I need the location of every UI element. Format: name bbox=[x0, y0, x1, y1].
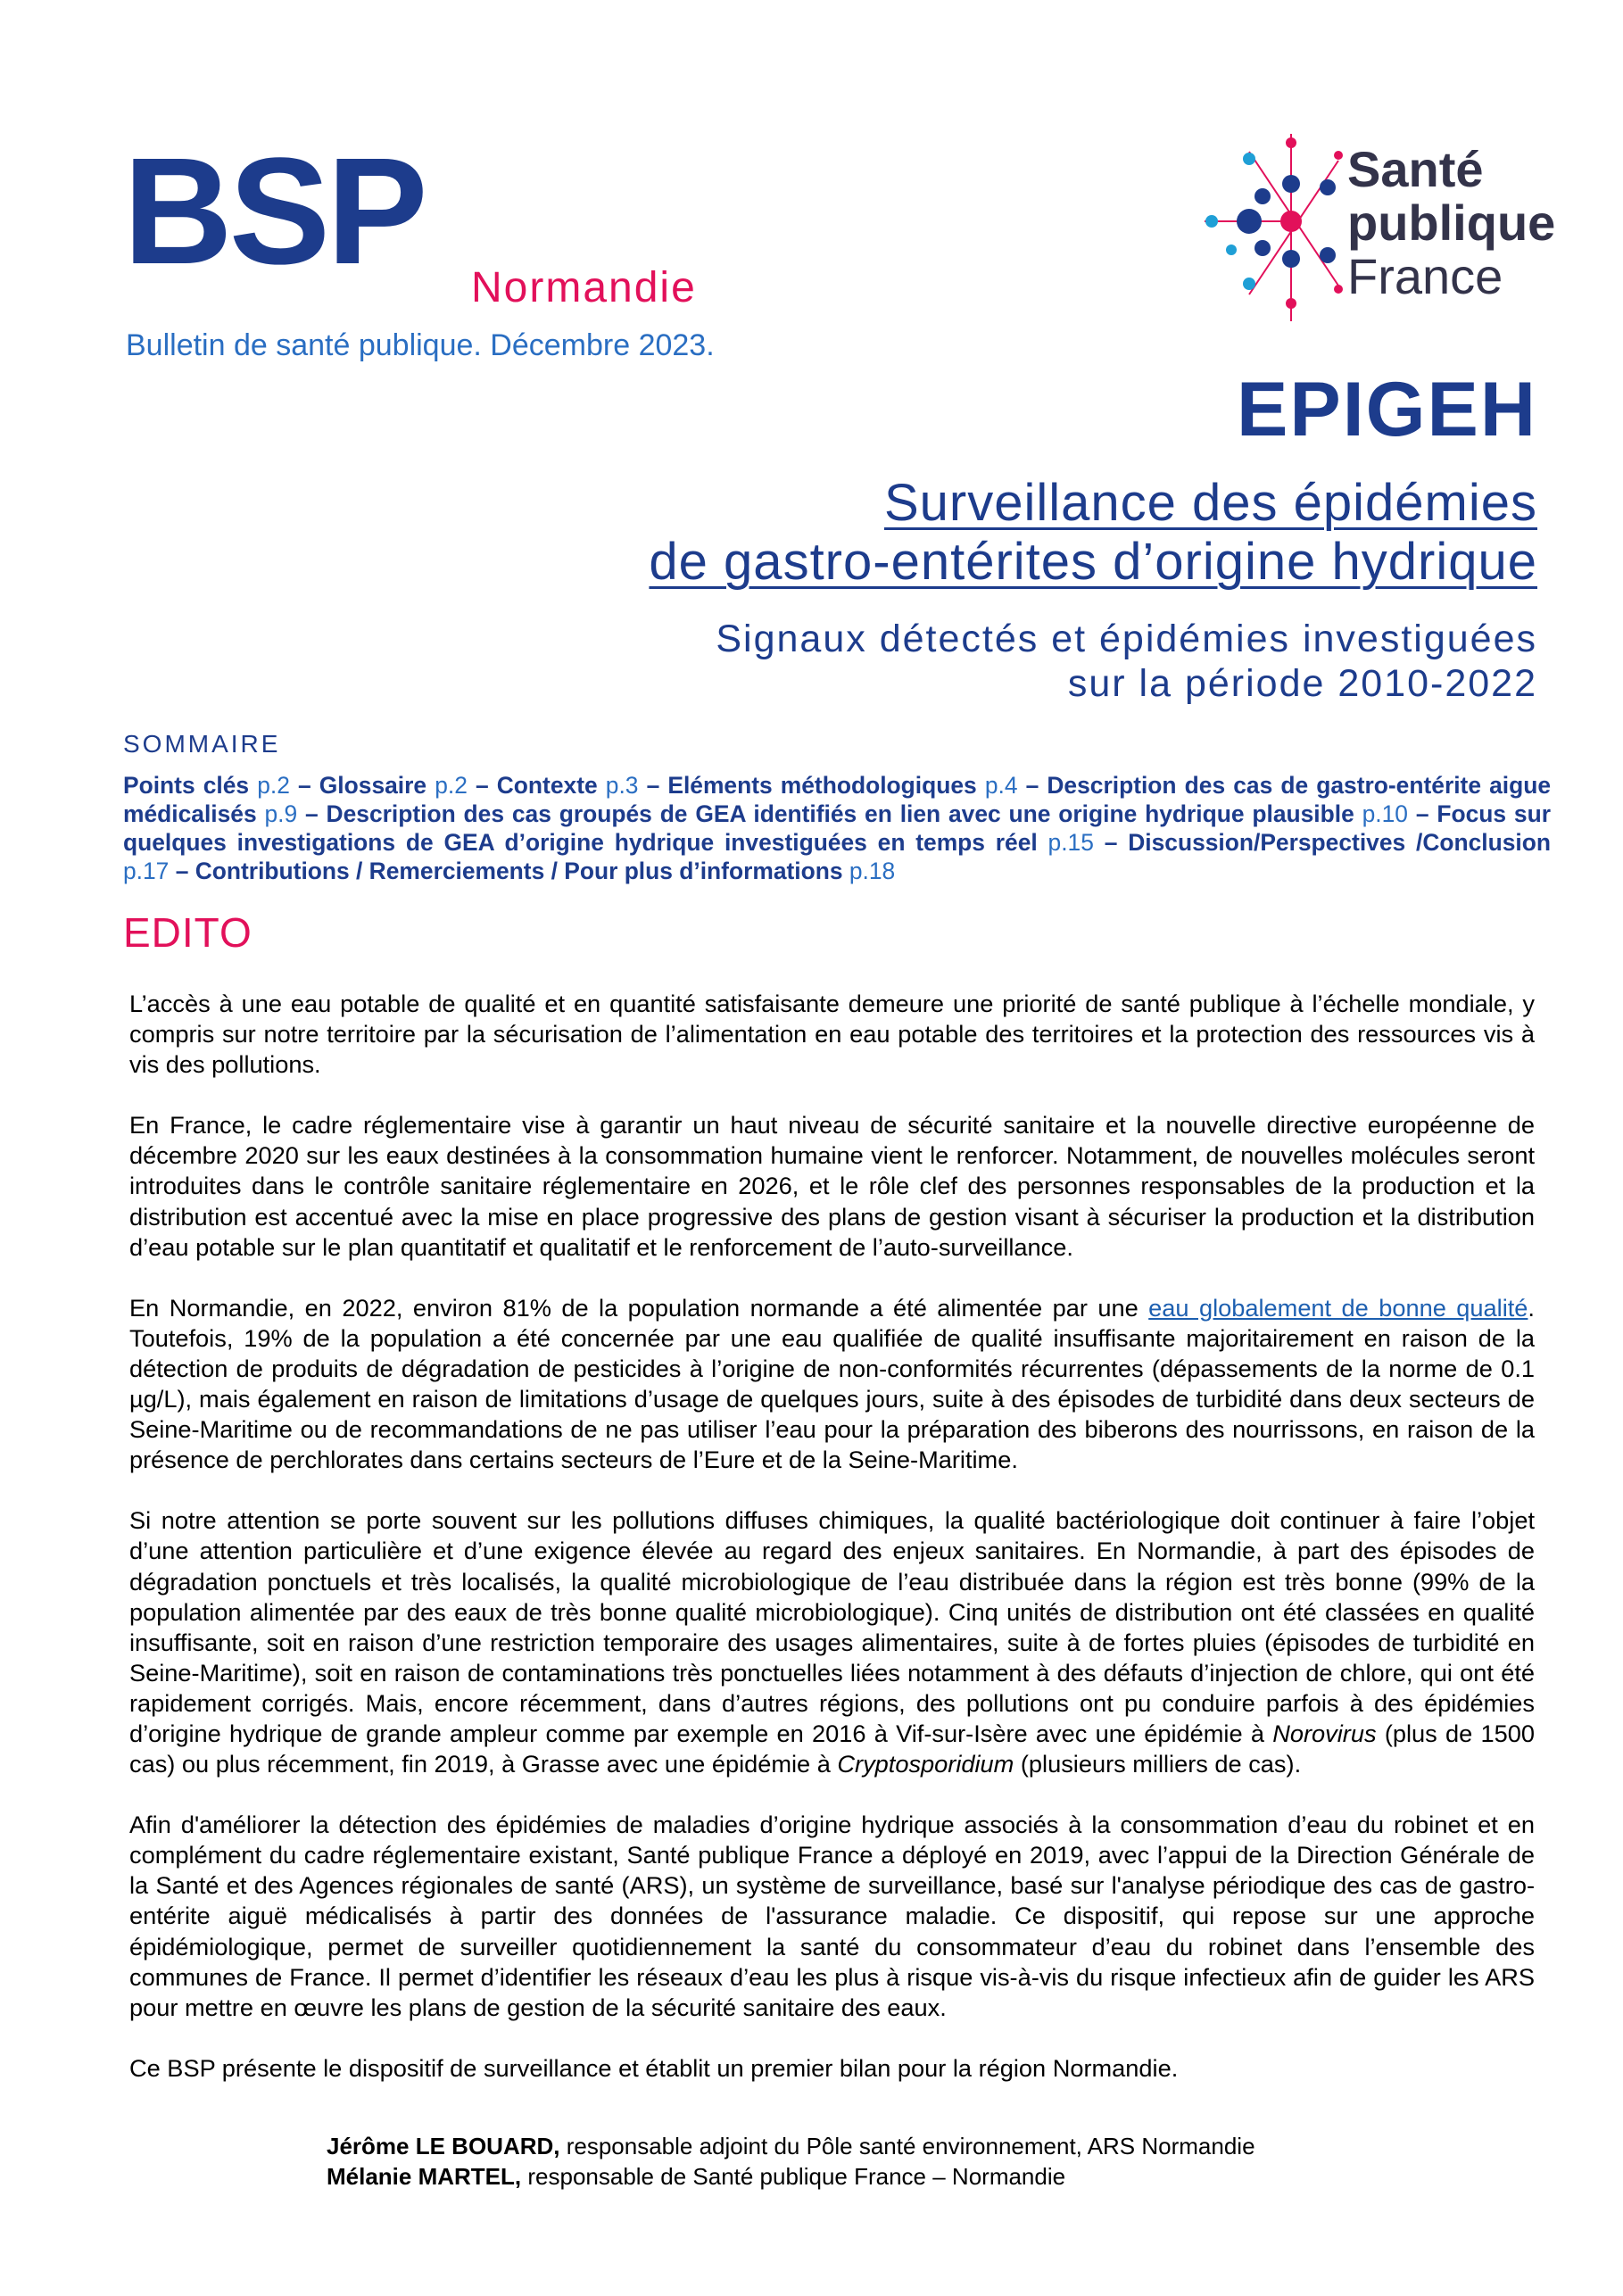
edito-text: . Toutefois, 19% de la population a été concernée par une eau qualifiée de qualité insuffisante majoritairement en raison de la détection de produits de dégradation de pesticides à l’origine de non-conformités récurrentes (dépassements de la norme de 0.1 µg/L), mais également en raison de limitations d’usage de quelques jours, suite à des épisodes de turbidité dans deux secteurs de Seine-Maritime ou de recommandations de ne pas utiliser l’eau pour la préparation des biberons des nourrissons, en raison de la présence de perchlorates dans certains secteurs de l’Eure et de la Seine-Maritime. bbox=[129, 1293, 1535, 1474]
main-title-line1: Surveillance des épidémies bbox=[883, 474, 1537, 532]
sommaire-item[interactable]: Focus sur quelques investigations de GEA d’origine hydrique investiguées en temps réel bbox=[123, 800, 1551, 856]
edito-heading: EDITO bbox=[123, 909, 253, 956]
spf-logo-line2: publique bbox=[1347, 195, 1556, 251]
epigeh-title: EPIGEH bbox=[1237, 367, 1537, 452]
sommaire-item[interactable]: Eléments méthodologiques bbox=[667, 772, 977, 799]
sommaire-item[interactable]: Contexte bbox=[496, 772, 598, 799]
sommaire-heading: SOMMAIRE bbox=[123, 730, 281, 758]
region-label: Normandie bbox=[471, 264, 697, 311]
edito-paragraph-6: Ce BSP présente le dispositif de surveillance et établit un premier bilan pour la région Normandie. bbox=[129, 2053, 1179, 2082]
sommaire-item[interactable]: Points clés bbox=[123, 772, 250, 799]
subtitle-line2: sur la période 2010-2022 bbox=[1067, 662, 1537, 705]
edito-paragraph-5: Afin d'améliorer la détection des épidémies de maladies d’origine hydrique associés à la consommation d’eau du robinet et en complément du cadre réglementaire existant, Santé publique France a déployé en 2019, avec l’appui de la Direction Générale de la Santé et des Agences régionales de santé (ARS), un système de surveillance, basé sur l'analyse périodique des cas de gastro-entérite aiguë médicalisés à partir des données de l'assurance maladie. Ce dispositif, qui repose sur une approche épidémiologique, permet de surveiller quotidiennement la santé du consommateur d’eau du robinet dans l’ensemble des communes de France. Il permet d’identifier les réseaux d’eau les plus à risque vis-à-vis du risque infectieux afin de guider les ARS pour mettre en œuvre les plans de gestion de la sécurité sanitaire des eaux. bbox=[129, 1811, 1535, 2021]
sommaire-page[interactable]: p.15 bbox=[1047, 829, 1094, 856]
signature-line bbox=[327, 2161, 1255, 2192]
cryptosporidium-term: Cryptosporidium bbox=[837, 1750, 1014, 1778]
sommaire-page[interactable]: p.18 bbox=[849, 858, 896, 884]
sommaire-page[interactable]: p.3 bbox=[605, 772, 639, 799]
spf-logo-line1: Santé bbox=[1347, 141, 1484, 197]
sommaire-item[interactable]: Contributions / Remerciements / Pour plus d’informations bbox=[195, 858, 849, 884]
norovirus-term: Norovirus bbox=[1272, 1719, 1377, 1747]
sommaire-list bbox=[123, 771, 1551, 885]
sommaire-sep: – bbox=[289, 772, 319, 799]
sommaire-sep: – bbox=[1408, 800, 1437, 827]
sommaire-sep: – bbox=[1093, 829, 1129, 856]
sommaire-page[interactable]: p.4 bbox=[984, 772, 1018, 799]
edito-paragraph-3 bbox=[129, 1293, 1535, 1476]
sommaire-page[interactable]: p.10 bbox=[1362, 800, 1408, 827]
sommaire-page[interactable]: p.9 bbox=[264, 800, 298, 827]
signature-line bbox=[327, 2131, 1255, 2161]
bulletin-date: Bulletin de santé publique. Décembre 2023. bbox=[126, 328, 715, 362]
water-quality-link[interactable]: eau globalement de bonne qualité bbox=[1148, 1293, 1528, 1322]
edito-paragraph-2: En France, le cadre réglementaire vise à garantir un haut niveau de sécurité sanitaire et la nouvelle directive européenne de décembre 2020 sur les eaux destinées à la consommation humaine vient le renforcer. Notamment, de nouvelles molécules seront introduites dans le contrôle sanitaire réglementaire en 2026, et le rôle clef des personnes responsables de la production et la distribution est accentué avec la mise en place progressive des plans de gestion visant à sécuriser la production et la distribution d’eau potable sur le plan quantitatif et qualitatif et le renforcement de l’auto-surveillance. bbox=[129, 1111, 1535, 1261]
sommaire-item[interactable]: Description des cas groupés de GEA identifiés en lien avec une origine hydrique plausible bbox=[326, 800, 1354, 827]
sommaire-item[interactable]: Glossaire bbox=[319, 772, 427, 799]
signature-role: responsable de Santé publique France – Normandie bbox=[521, 2163, 1066, 2190]
sommaire-sep: – bbox=[638, 772, 668, 799]
edito-text: (plus de 1500 cas) ou plus récemment, fin 2019, à Grasse avec une épidémie à bbox=[129, 1719, 1536, 1778]
edito-text: Si notre attention se porte souvent sur les pollutions diffuses chimiques, la qualité bactériologique doit continuer à faire l’objet d’une attention particulière et d’une exigence élevée au regard des enjeux sanitaires. En Normandie, à part des épisodes de dégradation ponctuels et très localisés, la qualité microbiologique de l’eau distribuée dans la région est très bonne (99% de la population alimentée par des eaux de très bonne qualité microbiologique). Cinq unités de distribution ont été classées en qualité insuffisante, soit en raison d’une restriction temporaire des usages alimentaires, suite à de fortes pluies (épisodes de turbidité en Seine-Maritime), soit en raison de contaminations très ponctuelles liées notamment à des défauts d’injection de chlore, qui ont été rapidement corrigés. Mais, encore récemment, dans d’autres régions, des pollutions ont pu conduire parfois à des épidémies d’origine hydrique de grande ampleur comme par exemple en 2016 à Vif-sur-Isère avec une épidémie à bbox=[129, 1506, 1535, 1747]
sommaire-sep: – bbox=[297, 800, 327, 827]
signature-name: Jérôme LE BOUARD, bbox=[327, 2133, 560, 2159]
spf-logo-line3: France bbox=[1347, 248, 1503, 304]
edito-paragraph-4 bbox=[129, 1505, 1535, 1779]
edito-text: (plusieurs milliers de cas). bbox=[1014, 1750, 1302, 1778]
signature-role: responsable adjoint du Pôle santé environnement, ARS Normandie bbox=[559, 2133, 1255, 2159]
signature-name: Mélanie MARTEL, bbox=[327, 2163, 522, 2190]
sommaire-page[interactable]: p.17 bbox=[123, 858, 170, 884]
main-title-line2: de gastro-entérites d’origine hydrique bbox=[649, 533, 1537, 591]
signatures bbox=[327, 2131, 1255, 2192]
edito-body bbox=[129, 989, 1535, 2114]
sommaire-item[interactable]: Discussion/Perspectives /Conclusion bbox=[1128, 829, 1551, 856]
subtitle-line1: Signaux détectés et épidémies investiguées bbox=[716, 618, 1537, 660]
sommaire-item[interactable]: Description des cas de gastro-entérite aigue médicalisés bbox=[123, 772, 1552, 827]
sommaire-sep: – bbox=[1017, 772, 1047, 799]
sante-publique-france-logo bbox=[1196, 125, 1570, 330]
sommaire-page[interactable]: p.2 bbox=[435, 772, 468, 799]
sommaire-sep: – bbox=[467, 772, 497, 799]
edito-paragraph-1: L’accès à une eau potable de qualité et en quantité satisfaisante demeure une priorité de santé publique à l’échelle mondiale, y compris sur notre territoire par la sécurisation de l’alimentation en eau potable des territoires et la protection des ressources vis à vis des pollutions. bbox=[129, 990, 1535, 1079]
sommaire-sep: – bbox=[169, 858, 195, 884]
sommaire-page[interactable]: p.2 bbox=[257, 772, 290, 799]
bsp-logo: BSP bbox=[123, 127, 425, 296]
edito-text: En Normandie, en 2022, environ 81% de la population normande a été alimentée par une bbox=[129, 1293, 1149, 1322]
spf-network-icon bbox=[1196, 125, 1347, 330]
